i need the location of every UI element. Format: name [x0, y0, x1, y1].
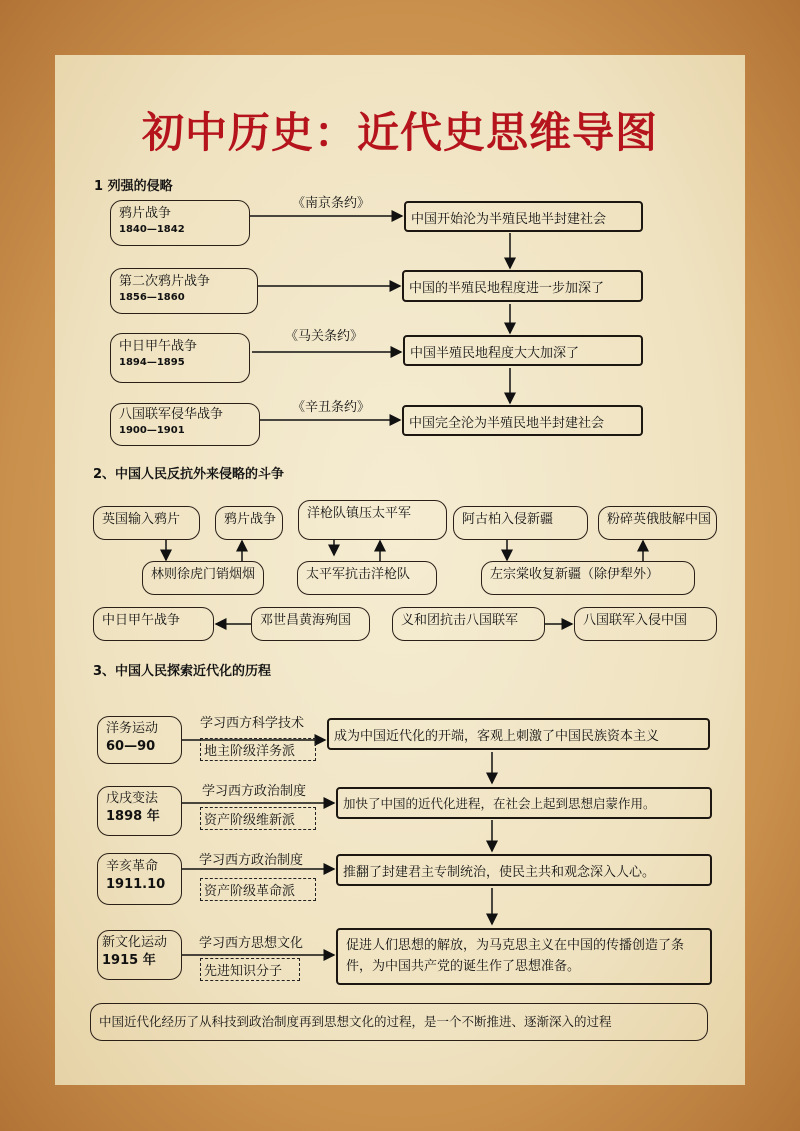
movement-box: [97, 930, 182, 980]
movement-name: 辛亥革命: [106, 859, 159, 874]
page-title: 初中历史：近代史思维导图: [141, 108, 658, 157]
event-years: 1840—1842: [119, 224, 185, 236]
struggle-box: 林则徐虎门销烟烟: [142, 561, 264, 595]
struggle-box: 邓世昌黄海殉国: [251, 607, 370, 641]
movement-date: 1898 年: [106, 809, 160, 825]
movement-date: 1915 年: [102, 953, 156, 969]
learn-label: 学习西方思想文化: [199, 936, 304, 951]
movement-name: 戊戌变法: [106, 791, 159, 806]
class-label: 资产阶级维新派: [200, 807, 316, 830]
struggle-box: 太平军抗击洋枪队: [297, 561, 437, 595]
event-years: 1894—1895: [119, 357, 185, 369]
event-years: 1856—1860: [119, 292, 185, 304]
event-box: [110, 268, 258, 314]
section-3-heading: 3、中国人民探索近代化的历程: [93, 664, 272, 679]
movement-name: 洋务运动: [106, 721, 159, 736]
result-box: 中国的半殖民地程度进一步加深了: [402, 270, 643, 302]
learn-label: 学习西方科学技术: [200, 716, 305, 731]
event-box: [110, 403, 260, 446]
struggle-box: 义和团抗击八国联军: [392, 607, 545, 641]
movement-box: [97, 786, 182, 836]
treaty-label: 《辛丑条约》: [292, 400, 371, 415]
movement-date: 60—90: [106, 739, 156, 755]
struggle-box: 左宗棠收复新疆（除伊犁外）: [481, 561, 695, 595]
learn-label: 学习西方政治制度: [202, 784, 307, 799]
result-box: 加快了中国的近代化进程，在社会上起到思想启蒙作用。: [336, 787, 712, 819]
class-label: 先进知识分子: [200, 958, 300, 981]
event-box: [110, 200, 250, 246]
class-label: 地主阶级洋务派: [200, 738, 316, 761]
result-box: 中国半殖民地程度大大加深了: [403, 335, 643, 366]
struggle-box: 鸦片战争: [215, 506, 283, 540]
result-box: 成为中国近代化的开端，客观上刺激了中国民族资本主义: [327, 718, 710, 750]
movement-date: 1911.10: [106, 877, 166, 893]
event-name: 八国联军侵华战争: [119, 407, 224, 422]
class-label: 资产阶级革命派: [200, 878, 316, 901]
struggle-box: 八国联军入侵中国: [574, 607, 717, 641]
struggle-box: 中日甲午战争: [93, 607, 214, 641]
struggle-box: 洋枪队镇压太平军: [298, 500, 447, 540]
summary-box: 中国近代化经历了从科技到政治制度再到思想文化的过程，是一个不断推进、逐渐深入的过程: [90, 1003, 708, 1041]
event-name: 中日甲午战争: [119, 339, 198, 354]
result-box: 推翻了封建君主专制统治，使民主共和观念深入人心。: [336, 854, 712, 886]
movement-box: [97, 716, 182, 764]
struggle-box: 阿古柏入侵新疆: [453, 506, 588, 540]
movement-box: [97, 853, 182, 905]
event-name: 第二次鸦片战争: [119, 274, 211, 289]
event-years: 1900—1901: [119, 425, 185, 437]
treaty-label: 《马关条约》: [285, 329, 364, 344]
movement-name: 新文化运动: [102, 935, 168, 950]
section-1-heading: 1 列强的侵略: [94, 179, 173, 194]
result-box: 促进人们思想的解放，为马克思主义在中国的传播创造了条件，为中国共产党的诞生作了思想准备。: [336, 928, 712, 985]
section-2-heading: 2、中国人民反抗外来侵略的斗争: [93, 467, 285, 482]
result-box: 中国开始沦为半殖民地半封建社会: [404, 201, 643, 232]
struggle-box: 英国输入鸦片: [93, 506, 200, 540]
event-name: 鸦片战争: [119, 206, 172, 221]
result-box: 中国完全沦为半殖民地半封建社会: [402, 405, 643, 436]
struggle-box: 粉碎英俄肢解中国: [598, 506, 717, 540]
learn-label: 学习西方政治制度: [199, 853, 304, 868]
treaty-label: 《南京条约》: [292, 196, 371, 211]
event-box: [110, 333, 250, 383]
